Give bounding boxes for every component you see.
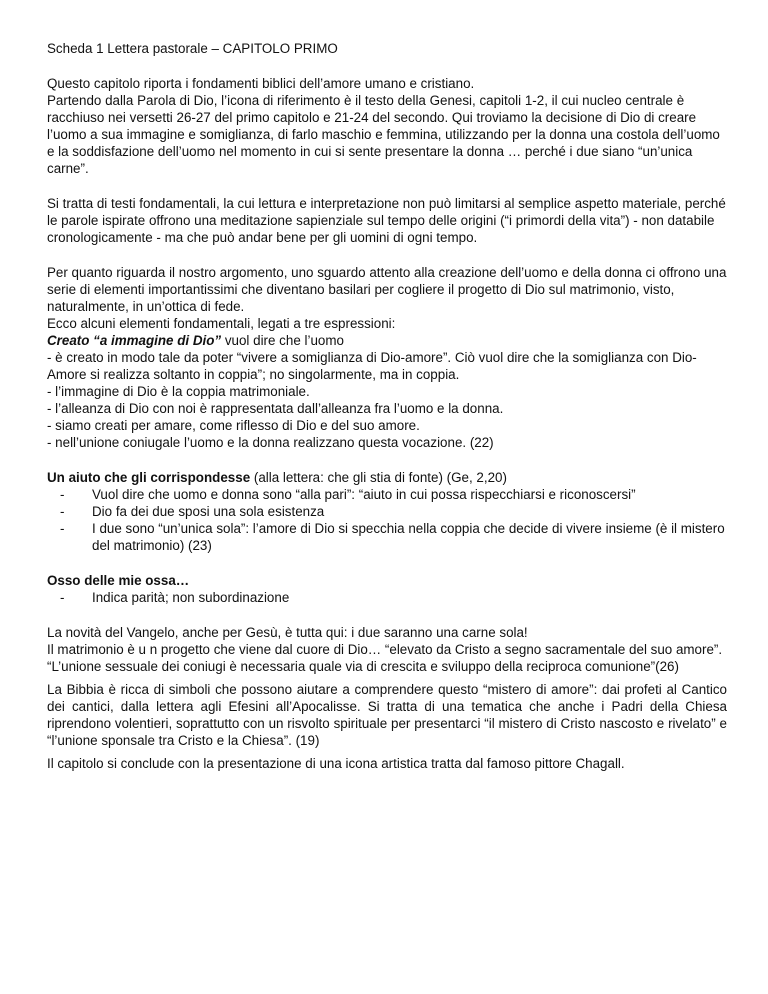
- list-item: - l’immagine di Dio è la coppia matrimoniale.: [47, 384, 310, 399]
- document-body: [47, 40, 727, 772]
- list-item: - nell’unione coniugale l’uomo e la donna realizzano questa vocazione. (22): [47, 435, 494, 450]
- intro-line: Questo capitolo riporta i fondamenti biblici dell’amore umano e cristiano.: [47, 76, 475, 91]
- list-item-text: Dio fa dei due sposi una sola esistenza: [92, 504, 325, 519]
- novelty-line: Il matrimonio è u n progetto che viene dal cuore di Dio… “elevato da Cristo a segno sacramentale del suo amore”.: [47, 642, 723, 657]
- section-heading-suffix: (alla lettera: che gli stia di fonte) (Ge, 2,20): [250, 470, 507, 485]
- texts-paragraph: Si tratta di testi fondamentali, la cui lettura e interpretazione non può limitarsi al semplice aspetto materiale, perché le parole ispirate offrono una meditazione sapienziale sul tempo delle origini (“i primordi della vita”) - non databile cronologicamente - ma che può andar bene per gli uomini di ogni tempo.: [47, 196, 726, 245]
- bible-paragraph: La Bibbia è ricca di simboli che possono aiutare a comprendere questo “mistero di amore”: dai profeti al Cantico dei cantici, dalla lettera agli Efesini all’Apocalisse. Si tratta di una tematica che anche i Padri della Chiesa riprendono volentieri, soprattutto con un risvolto spirituale per presentarci “il mistero di Cristo nascosto e rivelato” e “l’unione sponsale tra Cristo e la Chiesa”. (19): [47, 682, 727, 748]
- list-item: [47, 589, 727, 606]
- list-item: [47, 503, 727, 520]
- novelty-line: La novità del Vangelo, anche per Gesù, è tutta qui: i due saranno una carne sola!: [47, 625, 528, 640]
- dash-bullet: -: [60, 487, 65, 502]
- list-item: - siamo creati per amare, come riflesso di Dio e del suo amore.: [47, 418, 420, 433]
- list-item-text: Vuol dire che uomo e donna sono “alla pari”: “aiuto in cui possa rispecchiarsi e riconoscersi”: [92, 487, 636, 502]
- list-item: [47, 486, 727, 503]
- section-heading-help: Un aiuto che gli corrispondesse: [47, 470, 251, 485]
- list-item-text: Indica parità; non subordinazione: [92, 590, 290, 605]
- section-heading-suffix: vuol dire che l’uomo: [221, 333, 344, 348]
- list-item: [47, 520, 727, 554]
- list-item-text: I due sono “un’unica sola”: l’amore di Dio si specchia nella coppia che decide di vivere insieme (è il mistero del matrimonio) (23): [92, 521, 725, 553]
- dash-bullet: -: [60, 590, 65, 605]
- dash-bullet: -: [60, 504, 65, 519]
- argument-paragraph: Per quanto riguarda il nostro argomento, uno sguardo attento alla creazione dell’uomo e della donna ci offrono una serie di elementi importantissimi che diventano basilari per cogliere il progetto di Dio sul matrimonio, visto, naturalmente, in un’ottica di fede.: [47, 265, 727, 314]
- section-help: [47, 469, 727, 486]
- novelty-line: “L’unione sessuale dei coniugi è necessaria quale via di crescita e sviluppo della reciproca comunione”(26): [47, 659, 679, 674]
- conclusion-paragraph: Il capitolo si conclude con la presentazione di una icona artistica tratta dal famoso pittore Chagall.: [47, 756, 625, 771]
- section-image-of-god: [47, 332, 727, 349]
- elements-intro: Ecco alcuni elementi fondamentali, legati a tre espressioni:: [47, 316, 396, 331]
- dash-bullet: -: [60, 521, 65, 536]
- section-heading-image-of-god: Creato “a immagine di Dio”: [47, 333, 222, 348]
- list-item: - è creato in modo tale da poter “vivere a somiglianza di Dio-amore”. Ciò vuol dire che la somiglianza con Dio-Amore si realizza soltanto in coppia”; no singolarmente, ma in coppia.: [47, 350, 697, 382]
- document-header: Scheda 1 Lettera pastorale – CAPITOLO PRIMO: [47, 41, 338, 56]
- intro-genesis-paragraph: Partendo dalla Parola di Dio, l’icona di riferimento è il testo della Genesi, capitoli 1-2, il cui nucleo centrale è racchiuso nei versetti 26-27 del primo capitolo e 21-24 del secondo. Qui troviamo la decisione di Dio di creare l’uomo a sua immagine e somiglianza, di farlo maschio e femmina, utilizzando per la donna una costola dell’uomo e la soddisfazione dell’uomo nel momento in cui si sente presentare la donna … perché i due siano “un’unica carne”.: [47, 93, 720, 176]
- section-heading-bone: Osso delle mie ossa…: [47, 573, 190, 588]
- list-item: - l’alleanza di Dio con noi è rappresentata dall’alleanza fra l’uomo e la donna.: [47, 401, 504, 416]
